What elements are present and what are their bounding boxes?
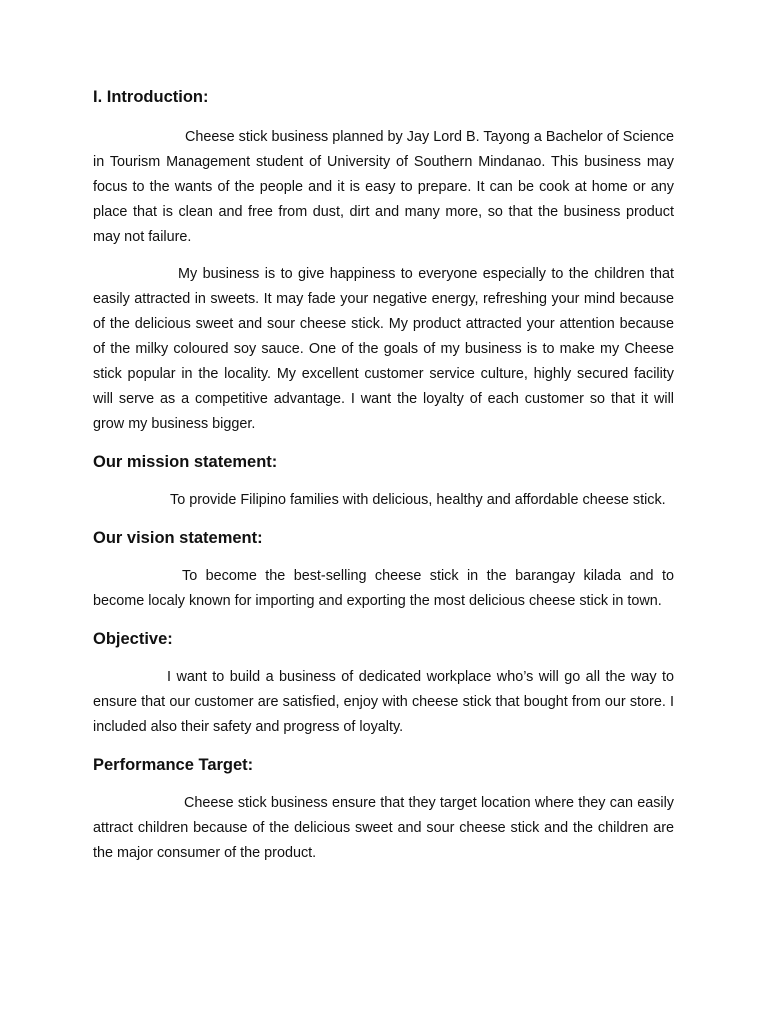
vision-heading: Our vision statement: — [93, 529, 263, 547]
vision-text: To become the best-selling cheese stick in the barangay kilada and to become localy known for importing and exporting the most delicious cheese stick in town. — [93, 568, 674, 609]
performance-target-text: Cheese stick business ensure that they target location where they can easily attract children because of the delicious sweet and sour cheese stick and the children are the major consumer of the product. — [93, 795, 674, 861]
document-body — [93, 86, 674, 866]
introduction-paragraph-2: My business is to give happiness to everyone especially to the children that easily attracted in sweets. It may fade your negative energy, refreshing your mind because of the delicious sweet and sour cheese stick. My product attracted your attention because of the milky coloured soy sauce. One of the goals of my business is to make my Cheese stick popular in the locality. My excellent customer service culture, highly secured facility will serve as a competitive advantage. I want the loyalty of each customer so that it will grow my business bigger. — [93, 266, 674, 432]
introduction-heading: I. Introduction: — [93, 88, 209, 106]
mission-heading: Our mission statement: — [93, 453, 278, 471]
objective-heading: Objective: — [93, 630, 173, 648]
objective-text: I want to build a business of dedicated workplace who’s will go all the way to ensure that our customer are satisfied, enjoy with cheese stick that bought from our store. I included also their safety and progress of loyalty. — [93, 669, 674, 735]
mission-text: To provide Filipino families with delicious, healthy and affordable cheese stick. — [170, 492, 666, 508]
introduction-paragraph-1: Cheese stick business planned by Jay Lord B. Tayong a Bachelor of Science in Tourism Management student of University of Southern Mindanao. This business may focus to the wants of the people and it is easy to prepare. It can be cook at home or any place that is clean and free from dust, dirt and many more, so that the business product may not failure. — [93, 129, 674, 245]
performance-target-heading: Performance Target: — [93, 756, 254, 774]
